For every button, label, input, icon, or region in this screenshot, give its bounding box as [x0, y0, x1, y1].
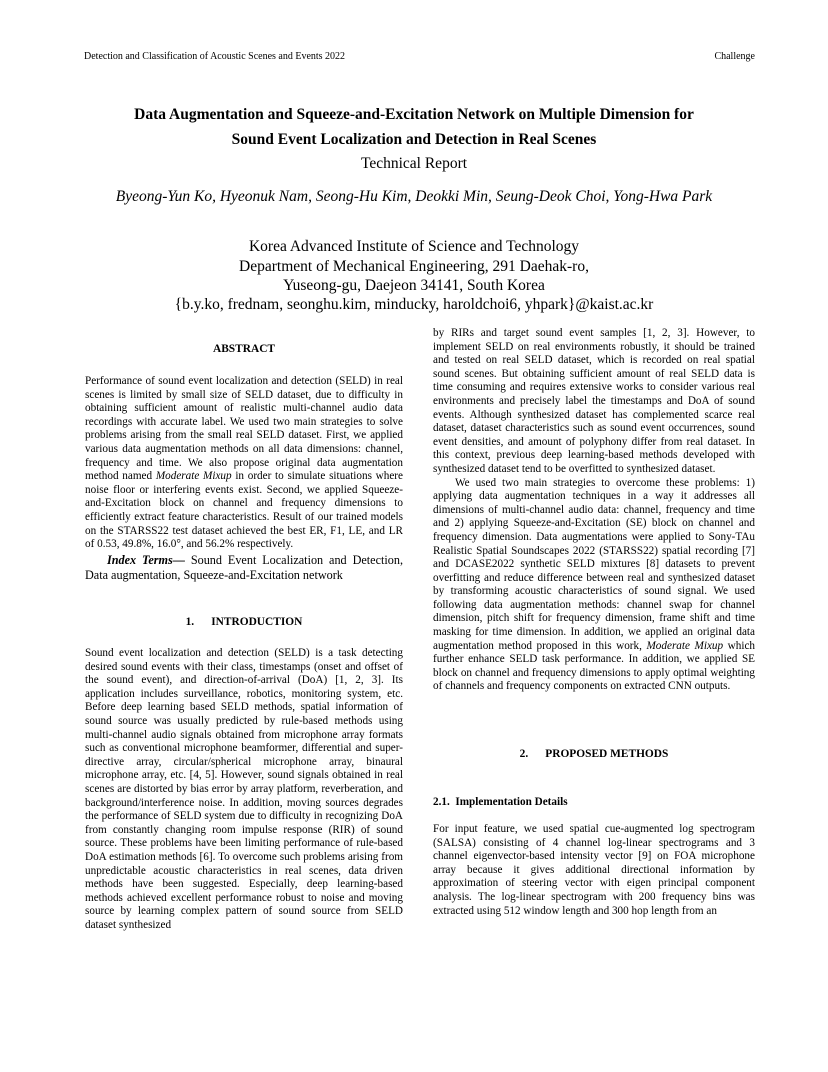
implementation-details-heading: 2.1. Implementation Details — [433, 796, 568, 808]
paper-title-line-2: Sound Event Localization and Detection in Real Scenes — [231, 131, 597, 148]
left-column — [85, 343, 403, 357]
implementation-details-heading-wrap — [433, 796, 755, 810]
abstract-text — [85, 375, 403, 552]
paper-title-line-1: Data Augmentation and Squeeze-and-Excitation Network on Multiple Dimension for — [134, 106, 694, 123]
introduction-paragraph-2-part-1: We used two main strategies to overcome these problems: 1) applying data augmentation techniques in a way it addresses all dimensions of multi-channel audio data: channel, frequency and time and 2) applying Squeeze-and-Excitation (SE) block on channel and frequency dimension. Data augmentations were applied to Sony-TAu Realistic Spatial Soundscapes 2022 (STARSS22) spatial recording [7] and DCASE2022 synthetic SELD mixtures [8] datasets to prevent overfitting and reduce difference between real and synthesized dataset by transforming acoustic characteristics of sound signal. We used following data augmentation methods: channel swap for channel dimension, pitch shift for frequency dimension, frame shift and time masking for time dimension. In addition, we applied an original data augmentation method proposed in this work, — [433, 476, 755, 652]
moderate-mixup-term: Moderate Mixup — [155, 470, 232, 483]
index-terms — [85, 553, 403, 584]
introduction-paragraph-2-part-2: which further enhance SELD task performance. In addition, we applied SE block on channel and frequency dimensions to apply optimal weighting of channels and frequency components on extracted CNN outputs. — [433, 639, 756, 693]
introduction-paragraph-2 — [433, 477, 755, 695]
index-terms-label: Index Terms— — [107, 552, 185, 567]
paper-subtitle: Technical Report — [360, 155, 468, 172]
running-header-right: Challenge — [714, 51, 755, 62]
implementation-details-body — [433, 823, 755, 918]
author-list: Byeong-Yun Ko, Hyeonuk Nam, Seong-Hu Kim, Deokki Min, Seung-Deok Choi, Yong-Hwa Park — [115, 188, 713, 205]
abstract-text-part-2: in order to simulate situations where noise floor or interfering events exist. Second, we applied Squeeze-and-Excitation block on channel and frequency dimensions to efficiently extract feature characteristics. Result of our trained models on the STARSS22 test dataset achieved the best ER, F1, LE, and LR of 0.53, 49.8%, 16.0°, and 56.2% respectively. — [85, 470, 404, 551]
moderate-mixup-term-2: Moderate Mixup — [646, 639, 724, 652]
introduction-paragraph-1-continued: by RIRs and target sound event samples [1, 2, 3]. However, to implement SELD on real environments robustly, it should be trained and tested on real SELD dataset, which is recorded on real spatial sound scenes. But obtaining sufficient amount of real SELD data is time consuming and requires extensive works to consider various real environments and precisely label the timestamps and DoA of sound events. Although synthesized dataset has complemented scarce real dataset, dataset characteristics such as sound event occurrences, sound event densities, and amount of polyphony differ from real dataset. In this context, previous deep learning-based methods developed with synthesized dataset tend to be overfitted to synthesized dataset. — [433, 327, 755, 475]
introduction-heading-wrap — [85, 616, 403, 630]
proposed-methods-heading: 2. PROPOSED METHODS — [519, 748, 669, 760]
index-terms-text: Sound Event Localization and Detection, Data augmentation, Squeeze-and-Excitation network — [85, 552, 403, 583]
introduction-paragraph-1: Sound event localization and detection (SELD) is a task detecting desired sound events with their class, timestamps (onset and offset of the sound event), and direction-of-arrival (DoA) [1, 2, 3]. Its application includes surveillance, robotics, monitoring system, etc. Before deep learning based SELD methods, spatial information of sound source was usually predicted by rule-based methods using multi-channel audio signals obtained from microphone array formats such as conventional microphone beamformer, differential and super-directive array, circular/spherical microphone array, binaural microphone array, etc. [4, 5]. However, sound signals obtained in real scenes are distorted by bias error by array platform, reverberation, and background/interference noise. In addition, moving sources degrades the performance of SELD system due to difficulty in recognizing DoA from constantly changing room impulse response (RIR) of sound source. These problems have been limiting performance of rule-based DoA estimation methods [6]. To overcome such problems arising from unpredictable acoustic characteristics in real scenes, data driven methods have been suggested. Especially, deep learning-based methods achieved excellent performance robust to noise and moving source by learning complex pattern of sound source from SELD dataset synthesized — [85, 647, 403, 931]
affiliation-line-2: Department of Mechanical Engineering, 291 Daehak-ro, — [239, 258, 589, 275]
affiliation-emails: {b.y.ko, frednam, seonghu.kim, minducky, haroldchoi6, yhpark}@kaist.ac.kr — [174, 296, 654, 313]
abstract-body — [85, 375, 403, 584]
abstract-text-part-1: Performance of sound event localization and detection (SELD) in real scenes is limited by small size of SELD dataset, due to difficulty in obtaining sufficient amount of realistic multi-channel audio data recordings with accurate label. We used two main strategies to solve problems arising from the small real SELD dataset. First, we applied various data augmentation methods on all data dimensions: channel, frequency and time. We also propose original data augmentation method named — [85, 375, 403, 483]
running-header-left: Detection and Classification of Acoustic Scenes and Events 2022 — [84, 51, 346, 62]
right-column — [433, 327, 755, 694]
affiliation-line-1: Korea Advanced Institute of Science and Technology — [248, 238, 580, 255]
implementation-details-text: For input feature, we used spatial cue-augmented log spectrogram (SALSA) consisting of 4 channel log-linear spectrograms and 3 channel eigenvector-based intensity vector [9] on FOA microphone array because it gives additional directional information by approximation of steering vector with eigen principal component analysis. The log-linear spectrogram with 200 frequency bins was extracted using 512 window length and 300 hop length from an — [433, 823, 755, 917]
abstract-heading: ABSTRACT — [212, 343, 276, 355]
proposed-methods-heading-wrap — [433, 748, 755, 762]
introduction-body — [85, 647, 403, 932]
affiliation-line-3: Yuseong-gu, Daejeon 34141, South Korea — [283, 277, 545, 294]
introduction-heading: 1. INTRODUCTION — [185, 616, 303, 628]
